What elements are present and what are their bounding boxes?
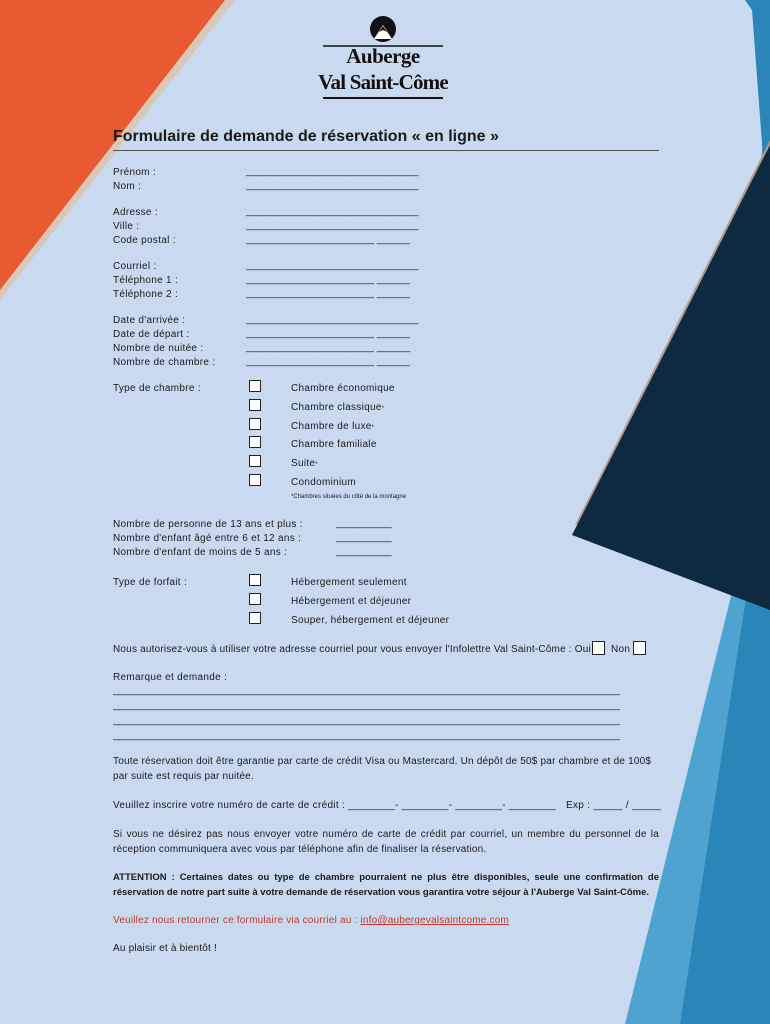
option-condominium: Condominium	[291, 477, 356, 488]
card-expiry-field[interactable]: Exp : _____ / _____	[566, 800, 662, 811]
checkbox-hebergement-seulement[interactable]	[249, 574, 261, 586]
label-type-forfait: Type de forfait :	[113, 577, 188, 588]
label-adults: Nombre de personne de 13 ans et plus :	[113, 519, 303, 530]
label-adresse: Adresse :	[113, 207, 158, 218]
checkbox-chambre-luxe[interactable]	[249, 418, 261, 430]
option-hebergement-dejeuner: Hébergement et déjeuner	[291, 596, 412, 607]
credit-card-field[interactable]: Veuillez inscrire votre numéro de carte de crédit : ________- ________- ________- ________	[113, 800, 556, 811]
guarantee-notice: Toute réservation doit être garantie par carte de crédit Visa ou Mastercard. Un dépôt de 50$ par chambre et de 100$ par suite est requis par nuitée.	[113, 756, 652, 782]
remarks-line-3[interactable]: ____________________________________________________________________________________________________	[113, 715, 620, 726]
checkbox-chambre-classique[interactable]	[249, 399, 261, 411]
field-adresse[interactable]: _______________________________	[246, 206, 419, 217]
field-prenom[interactable]: _______________________________	[246, 166, 419, 177]
label-kids-6-12: Nombre d'enfant âgé entre 6 et 12 ans :	[113, 533, 302, 544]
label-telephone-2: Téléphone 2 :	[113, 289, 179, 300]
label-telephone-1: Téléphone 1 :	[113, 275, 179, 286]
field-courriel[interactable]: _______________________________	[246, 260, 419, 271]
field-nom[interactable]: _______________________________	[246, 180, 419, 191]
return-email-link[interactable]: info@aubergevalsaintcome.com	[360, 915, 510, 926]
checkbox-newsletter-oui[interactable]	[592, 641, 605, 655]
label-nom: Nom :	[113, 181, 142, 192]
option-suite: Suite*	[291, 458, 318, 469]
field-telephone-2[interactable]: _______________________ ______	[246, 288, 411, 299]
return-instructions	[113, 913, 659, 928]
option-souper-hebergement-dejeuner: Souper, hébergement et déjeuner	[291, 615, 450, 626]
field-telephone-1[interactable]: _______________________ ______	[246, 274, 411, 285]
option-hebergement-seulement: Hébergement seulement	[291, 577, 407, 588]
auberge-logo	[318, 12, 448, 107]
field-ville[interactable]: _______________________________	[246, 220, 419, 231]
label-date-depart: Date de départ :	[113, 329, 190, 340]
return-text: Veuillez nous retourner ce formulaire via courriel au :	[113, 915, 361, 926]
logo-underline	[323, 97, 443, 99]
field-nuitees[interactable]: _______________________ ______	[246, 342, 411, 353]
logo-line-2: Val Saint-Côme	[318, 70, 448, 94]
checkbox-chambre-familiale[interactable]	[249, 436, 261, 448]
label-prenom: Prénom :	[113, 167, 156, 178]
page-title: Formulaire de demande de réservation « en ligne »	[113, 128, 499, 145]
remarks-line-2[interactable]: ____________________________________________________________________________________________________	[113, 700, 620, 711]
field-date-arrivee[interactable]: _______________________________	[246, 314, 419, 325]
newsletter-non-label: Non	[611, 644, 631, 655]
field-kids-under-5[interactable]: __________	[336, 546, 392, 557]
newsletter-question: Nous autorisez-vous à utiliser votre adresse courriel pour vous envoyer l'Infolettre Val Saint-Côme : Oui	[113, 644, 591, 655]
checkbox-hebergement-dejeuner[interactable]	[249, 593, 261, 605]
label-date-arrivee: Date d'arrivée :	[113, 315, 186, 326]
option-chambre-familiale: Chambre familiale	[291, 439, 377, 450]
checkbox-suite[interactable]	[249, 455, 261, 467]
label-code-postal: Code postal :	[113, 235, 176, 246]
checkbox-souper-hebergement-dejeuner[interactable]	[249, 612, 261, 624]
label-courriel: Courriel :	[113, 261, 157, 272]
checkbox-newsletter-non[interactable]	[633, 641, 646, 655]
label-ville: Ville :	[113, 221, 140, 232]
label-type-chambre: Type de chambre :	[113, 383, 201, 394]
title-divider	[113, 150, 659, 151]
room-type-footnote: *Chambres situées du côté de la montagne	[291, 494, 407, 500]
field-code-postal[interactable]: _______________________ ______	[246, 234, 411, 245]
label-nombre-chambres: Nombre de chambre :	[113, 357, 216, 368]
label-nuitees: Nombre de nuitée :	[113, 343, 204, 354]
checkbox-chambre-economique[interactable]	[249, 380, 261, 392]
attention-notice: ATTENTION : Certaines dates ou type de chambre pourraient ne plus être disponibles, seule une confirmation de réservation de notre part suite à votre demande de réservation vous garantira votre séjour à l'Auberge Val Saint-Côme.	[113, 872, 659, 898]
closing-text: Au plaisir et à bientôt !	[113, 943, 217, 954]
field-kids-6-12[interactable]: __________	[336, 532, 392, 543]
field-date-depart[interactable]: _______________________ ______	[246, 328, 411, 339]
option-chambre-economique: Chambre économique	[291, 383, 395, 394]
label-remarque: Remarque et demande :	[113, 672, 228, 683]
field-nombre-chambres[interactable]: _______________________ ______	[246, 356, 411, 367]
logo-line-1: Auberge	[346, 44, 420, 68]
field-adults[interactable]: __________	[336, 518, 392, 529]
remarks-line-1[interactable]: ____________________________________________________________________________________________________	[113, 685, 620, 696]
no-email-card-notice: Si vous ne désirez pas nous envoyer votre numéro de carte de crédit par courriel, un membre du personnel de la réception communiquera avec vous par téléphone afin de finaliser la réservation.	[113, 829, 659, 855]
option-chambre-luxe: Chambre de luxe*	[291, 421, 375, 432]
remarks-line-4[interactable]: ____________________________________________________________________________________________________	[113, 730, 620, 741]
label-kids-under-5: Nombre d'enfant de moins de 5 ans :	[113, 547, 288, 558]
option-chambre-classique: Chambre classique*	[291, 402, 385, 413]
checkbox-condominium[interactable]	[249, 474, 261, 486]
